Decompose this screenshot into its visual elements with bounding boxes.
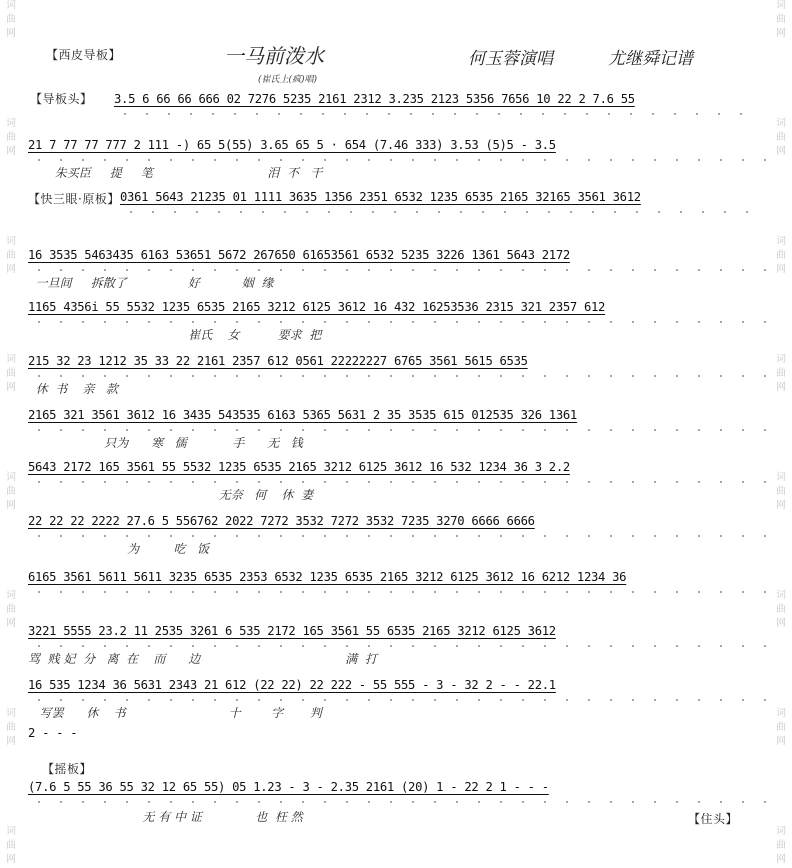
score-line-8: 5643 2172 165 3561 55 5532 1235 6535 2165 3212 6125 3612 16 532 1234 36 3 2.2 [28,460,570,474]
watermark-char: 词 [6,118,16,129]
watermark-char: 曲 [6,14,16,25]
watermark-char: 网 [6,28,16,39]
watermark-char: 曲 [776,250,786,261]
lyric-line-9: 为 吃 饭 [28,542,209,556]
score-line-3: 0361 5643 21235 01 1111 3635 1356 2351 6532 1235 6535 2165 32165 3561 3612 [120,190,641,204]
watermark-char: 网 [6,146,16,157]
score-line-14: (7.6 5 55 36 55 32 12 65 55) 05 1.23 - 3 - 2.35 2161 (20) 1 - 22 2 1 - - - [28,780,549,794]
tag-end: 【住头】 [688,812,739,826]
lyric-line-2: 朱买臣 提 笔 泪 不 干 [28,166,323,180]
watermark-char: 曲 [6,250,16,261]
watermark-char: 网 [776,264,786,275]
lyric-line-8: 无奈 何 休 妻 [28,488,314,502]
watermark-char: 曲 [776,604,786,615]
lyric-line-6: 休 书 亲 款 [28,382,118,396]
watermark-char: 曲 [6,722,16,733]
watermark-char: 曲 [6,368,16,379]
watermark-char: 词 [776,708,786,719]
watermark-char: 曲 [6,840,16,851]
watermark-char: 词 [6,708,16,719]
watermark-right [772,0,790,868]
score-line-4: 16 3535 5463435 6163 53651 5672 267650 61653561 6532 5235 3226 1361 5643 2172 [28,248,570,262]
watermark-char: 词 [776,236,786,247]
page-title: 一马前泼水 [224,44,324,68]
performer: 何玉蓉演唱 [468,49,553,69]
score-line-7: 2165 321 3561 3612 16 3435 543535 6163 5365 5631 2 35 3535 615 012535 326 1361 [28,408,577,422]
tag-intro: 【导板头】 [30,92,93,106]
watermark-char: 曲 [6,132,16,143]
octave-dots [28,428,772,432]
header [28,40,768,85]
watermark-char: 网 [776,618,786,629]
score-line-9: 22 22 22 2222 27.6 5 556762 2022 7272 3532 7272 3532 7235 3270 6666 6666 [28,514,535,528]
score-line-1: 3.5 6 66 66 666 02 7276 5235 2161 2312 3.235 2123 5356 7656 10 22 2 7.6 55 [114,92,635,106]
octave-dots [28,268,772,272]
watermark-char: 词 [776,354,786,365]
watermark-char: 网 [6,382,16,393]
title-sub-note: (崔氏上(疯)唱) [258,75,318,85]
octave-dots [28,534,772,538]
watermark-char: 网 [6,264,16,275]
octave-dots [28,698,772,702]
watermark-char: 词 [776,0,786,11]
lyric-line-11: 骂 贱 妃 分 离 在 而 边 满 打 [28,652,377,666]
octave-dots [28,644,772,648]
watermark-char: 词 [6,0,16,11]
watermark-char: 网 [776,736,786,747]
score-line-13: 2 - - - [28,726,78,740]
tag-fast: 【快三眼·原板】 [28,192,120,206]
watermark-char: 网 [6,618,16,629]
watermark-char: 网 [776,854,786,865]
tag-tail: 【摇板】 [42,762,93,776]
watermark-char: 曲 [6,486,16,497]
watermark-char: 词 [6,354,16,365]
lyric-line-5: 崔氏 女 要求 把 [28,328,322,342]
lyric-line-4: 一旦间 拆散了 好 姻 缘 [28,276,274,290]
watermark-char: 词 [6,590,16,601]
watermark-char: 词 [6,236,16,247]
lyric-line-7: 只为 寒 儒 手 无 钱 [28,436,303,450]
watermark-char: 网 [6,854,16,865]
section-label: 【西皮导板】 [46,48,122,62]
octave-dots [28,480,772,484]
watermark-char: 网 [776,382,786,393]
octave-dots [28,800,772,804]
watermark-char: 词 [6,826,16,837]
octave-dots [120,210,768,214]
watermark-char: 网 [6,500,16,511]
watermark-left [2,0,20,868]
watermark-char: 词 [776,472,786,483]
score-line-10: 6165 3561 5611 5611 3235 6535 2353 6532 1235 6535 2165 3212 6125 3612 16 6212 1234 36 [28,570,627,584]
watermark-char: 曲 [776,14,786,25]
score-sheet [28,30,768,850]
watermark-char: 词 [6,472,16,483]
watermark-char: 曲 [776,132,786,143]
score-line-11: 3221 5555 23.2 11 2535 3261 6 535 2172 165 3561 55 6535 2165 3212 6125 3612 [28,624,556,638]
octave-dots [28,590,772,594]
octave-dots [28,158,772,162]
transcriber: 尤继舜记谱 [608,49,693,69]
watermark-char: 网 [776,500,786,511]
watermark-char: 词 [776,590,786,601]
score-line-6: 215 32 23 1212 35 33 22 2161 2357 612 0561 22222227 6765 3561 5615 6535 [28,354,528,368]
watermark-char: 网 [776,28,786,39]
octave-dots [28,320,772,324]
lyric-line-12: 写罢 休 书 十 字 判 [28,706,322,720]
watermark-char: 曲 [776,368,786,379]
watermark-char: 词 [776,118,786,129]
octave-dots [28,374,772,378]
score-line-5: 1165 4356i 55 5532 1235 6535 2165 3212 6125 3612 16 432 16253536 2315 321 2357 612 [28,300,606,314]
watermark-char: 曲 [6,604,16,615]
octave-dots [114,112,762,116]
score-line-2: 21 7 77 77 777 2 111 -) 65 5(55) 3.65 65 5 · 654 (7.46 333) 3.53 (5)5 - 3.5 [28,138,556,152]
lyric-line-14: 无 有 中 证 也 枉 然 [28,810,303,824]
watermark-char: 曲 [776,840,786,851]
score-line-12: 16 535 1234 36 5631 2343 21 612 (22 22) 22 222 - 55 555 - 3 - 32 2 - - 22.1 [28,678,556,692]
watermark-char: 网 [6,736,16,747]
watermark-char: 曲 [776,486,786,497]
watermark-char: 词 [776,826,786,837]
watermark-char: 曲 [776,722,786,733]
watermark-char: 网 [776,146,786,157]
